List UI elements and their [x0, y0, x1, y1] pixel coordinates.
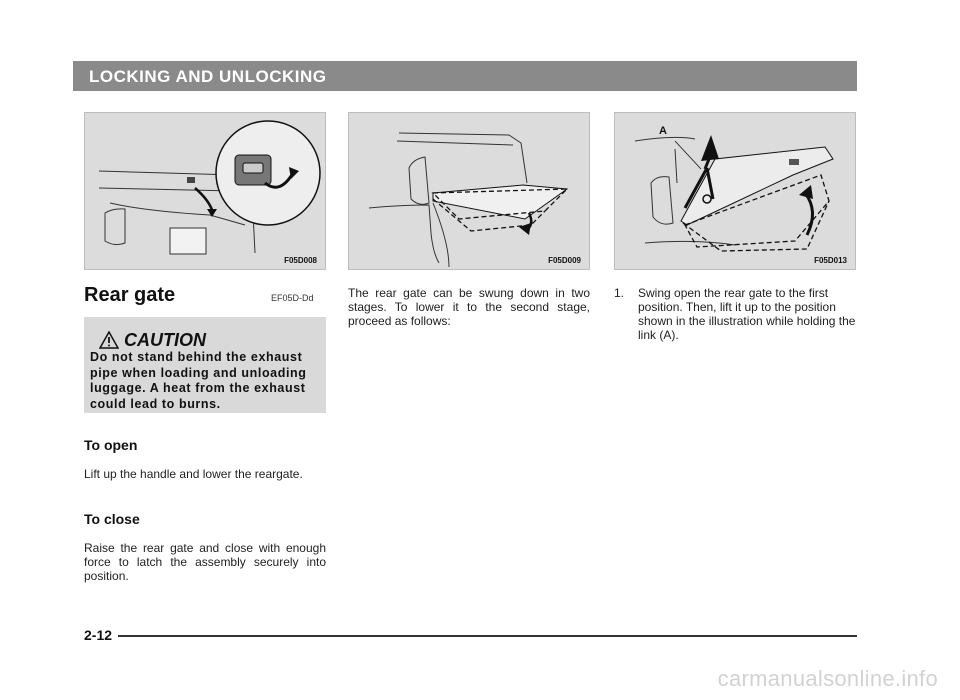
to-open-text: Lift up the handle and lower the reargate.: [84, 467, 303, 481]
figure-handle-illustration: [84, 112, 326, 270]
gate-link-drawing: [615, 113, 856, 270]
figure-gate-link: [614, 112, 856, 270]
footer-rule: [118, 635, 857, 637]
gate-lowering-drawing: [349, 113, 590, 270]
figure-code: F05D009: [548, 256, 581, 265]
caution-box: [84, 317, 326, 413]
to-close-text: Raise the rear gate and close with enough force to latch the assembly securely into position.: [84, 541, 326, 583]
figure-code: F05D013: [814, 256, 847, 265]
caution-text: Do not stand behind the exhaust pipe when loading and unloading luggage. A heat from the exhaust could lead to burns.: [90, 350, 307, 411]
figure-gate-lowered: [348, 112, 590, 270]
page-number: 2-12: [84, 627, 113, 643]
link-label: A: [659, 125, 667, 137]
figure-code: F05D008: [284, 256, 317, 265]
section-code: EF05D-Dd: [271, 293, 314, 303]
watermark: carmanualsonline.info: [717, 666, 938, 691]
header-title: LOCKING AND UNLOCKING: [89, 67, 327, 86]
to-close-heading: To close: [84, 511, 140, 527]
to-open-heading: To open: [84, 437, 138, 453]
warning-triangle-icon: [99, 331, 119, 349]
caution-heading: CAUTION: [124, 330, 206, 350]
tailgate-handle-drawing: [85, 113, 326, 270]
section-header-bar: [73, 61, 857, 91]
two-stage-text: The rear gate can be swung down in two stages. To lower it to the second stage, proceed as follows:: [348, 286, 590, 328]
step-number: 1.: [614, 286, 625, 300]
step-text: Swing open the rear gate to the first position. Then, lift it up to the position shown in the illustration while holding the link (A).: [638, 286, 856, 342]
section-title: Rear gate: [84, 284, 176, 306]
